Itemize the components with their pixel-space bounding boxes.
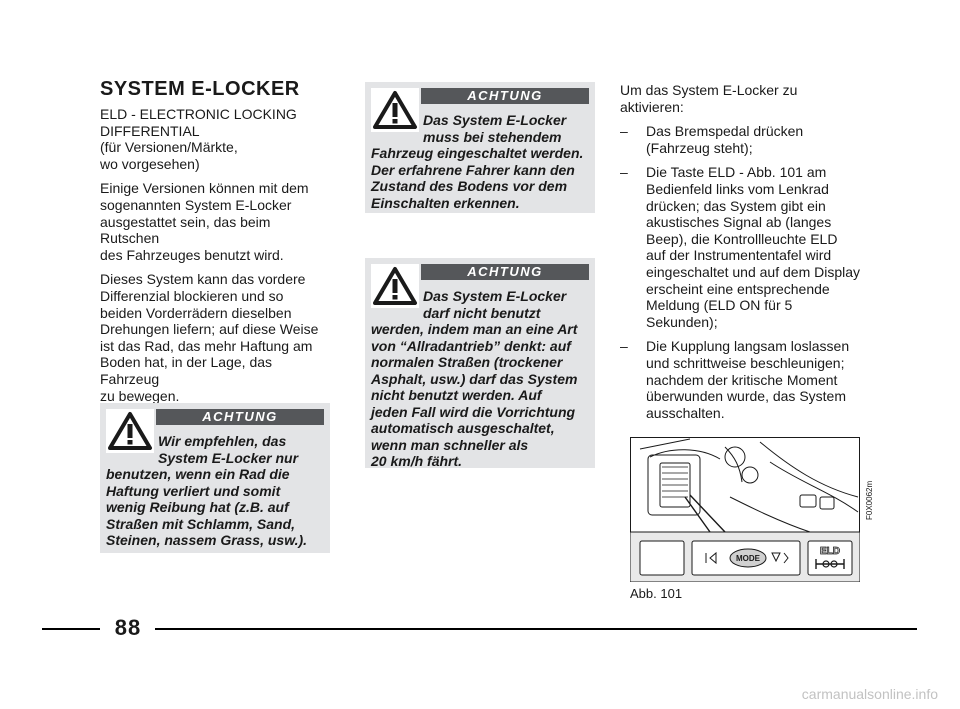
warning-box-3 [100,403,330,553]
eld-button-label: ELD [820,546,840,557]
warning-box-1 [365,82,595,213]
warning-text-first: Wir empfehlen, das System E-Locker nur [158,433,299,466]
mode-button-label: MODE [736,554,760,563]
warning-triangle-icon [106,409,154,453]
figure-code [864,440,874,520]
step-dash: – [620,123,628,140]
section-subtitle: ELD - ELECTRONIC LOCKING DIFFERENTIAL (für Versionen/Märkte, wo vorgesehen) [100,106,297,172]
warning-text-rest: werden, indem man an eine Art von “Allradantrieb” denkt: auf normalen Straßen (trockener Asphalt, usw.) darf das System nicht benutzt werden. Auf jeden Fall wird die Vorrichtung automatisch ausgeschaltet, wenn man schneller als 20 km/h fährt. [371,321,578,469]
activation-intro: Um das System E-Locker zu aktivieren: [620,82,798,115]
warning-text-first: Das System E-Locker muss bei stehendem [423,112,567,145]
warning-text-rest: Fahrzeug eingeschaltet werden. Der erfahrene Fahrer kann den Zustand des Bodens vor dem Einschalten erkennen. [371,145,584,211]
step-text: Die Kupplung langsam loslassen und schrittweise beschleunigen; nachdem der kritische Moment überwunden wurde, das System ausschalten. [646,338,850,421]
warning-text-first: Das System E-Locker darf nicht benutzt [423,288,567,321]
section-title: SYSTEM E-LOCKER [100,78,300,100]
warning-triangle-icon [371,88,419,132]
page-number: 88 [114,615,142,640]
step-dash: – [620,164,628,181]
activation-step [620,164,870,330]
warning-triangle-icon [371,264,419,308]
step-text: Die Taste ELD - Abb. 101 am Bedienfeld links vom Lenkrad drücken; das System gibt ein akustisches Signal ab (langes Beep), die Kontrollleuchte ELD auf der Instrumententafel wird eingeschaltet und auf dem Display erscheint eine entsprechende Meldung (ELD ON für 5 Sekunden); [646,164,861,330]
warning-text [371,288,589,470]
warning-text-rest: benutzen, wenn ein Rad die Haftung verliert und somit wenig Reibung hat (z.B. auf Straßen mit Schlamm, Sand, Steinen, nassem Grass, usw.). [106,466,308,548]
figure-caption: Abb. 101 [630,586,683,601]
activation-step [620,123,870,156]
paragraph-intro: Einige Versionen können mit dem sogenannten System E-Locker ausgestattet sein, das beim Rutschen des Fahrzeuges benutzt wird. [100,180,309,263]
left-column [100,78,332,412]
warning-label: ACHTUNG [421,88,589,104]
step-dash: – [620,338,628,355]
activation-steps [620,123,870,421]
footer-rule-right [155,628,917,630]
dashboard-illustration [630,437,860,582]
warning-label: ACHTUNG [156,409,324,425]
warning-box-2 [365,258,595,468]
activation-step [620,338,870,421]
figure-code-text: F0X0062m [865,480,874,520]
step-text: Das Bremspedal drücken (Fahrzeug steht); [646,123,804,156]
footer-rule-left [42,628,100,630]
paragraph-function: Dieses System kann das vordere Differenzial blockieren und so beiden Vorderrädern dieselben Drehungen liefern; auf diese Weise ist das Rad, das mehr Haftung am Boden hat, in der Lage, das Fahrzeug zu bewegen. [100,271,319,404]
right-column [620,82,870,429]
watermark: carmanualsonline.info [801,686,938,702]
warning-label: ACHTUNG [421,264,589,280]
